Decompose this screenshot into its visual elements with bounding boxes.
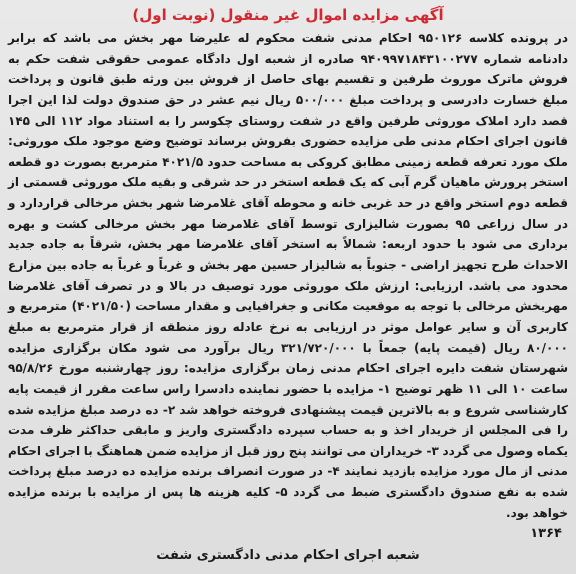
notice-footer [8, 526, 568, 566]
issuer-signature: شعبه اجرای احکام مدنی دادگستری شفت [156, 548, 420, 563]
notice-body [8, 28, 568, 523]
notice-code: ۱۳۶۴ [530, 526, 562, 541]
notice-title: آگهی مزایده اموال غیر منقول (نوبت اول) [132, 6, 444, 24]
notice-body-text: در پرونده کلاسه ۹۵۰۱۲۶ احکام مدنی شفت محکوم له علیرضا مهر بخش می باشد که برابر دادنامه شماره ۹۴۰۹۹۷۱۸۴۳۱۰۰۲۷۷ صادره از شعبه اول دادگاه عمومی حقوقی شفت حکم به فروش ماترک موروث طرفین و تقسیم بهای حاصل از فروش بین ورثه طبق قانون و پرداخت مبلغ خسارت دادرسی و پرداخت مبلغ ۵۰۰/۰۰۰ ریال نیم عشر در حق صندوق دولت لذا این اجرا قصد دارد املاک موروثی طرفین واقع در شفت روستای چکوسر را به استناد مواد ۱۱۲ الی ۱۴۵ قانون اجرای احکام مدنی طی مزایده حضوری بفروش برساند توضیح وضع موجود ملک موروثی: ملک مورد تعرفه قطعه زمینی مطابق کروکی به مساحت حدود ۴۰۲۱/۵ مترمربع بصورت دو قطعه استخر پرورش ماهیان گرم آبی که یک قطعه استخر در حد شرقی و بقیه ملک موروثی قسمتی از قطعه دوم استخر واقع در حد غربی خانه و محوطه آقای غلامرضا شهر بخش مرخالی قراردارد و در سال زراعی ۹۵ بصورت شالیزاری توسط آقای غلامرضا مهر بخش مرخالی کشت و بهره برداری می شود با حدود اربعه: شمالاً به استخر آقای غلامرضا مهر بخش، شرقاً به جاده جدید الاحداث طرح تجهیز اراضی - جنوباً به شالیزار حسین مهر بخش و غرباً و غرباً به جاده بین مزارع محدود می باشد. ارزیابی: ارزش ملک موروثی مورد توصیف در بالا و در تصرف آقای غلامرضا مهربخش مرخالی با توجه به موقعیت مکانی و جغرافیایی و مقدار مساحت (۴۰۲۱/۵۰) مترمربع و کاربری آن و سایر عوامل موثر در ارزیابی به نرخ عادله روز منطقه از قرار مترمربع به مبلغ ۸۰/۰۰۰ ریال (قیمت پایه) جمعاً با ۳۲۱/۷۲۰/۰۰۰ ریال برآورد می شود مکان برگزاری مزایده شهرستان شفت دایره اجرای احکام مدنی زمان برگزاری مزایده: روز چهارشنبه مورخ ۹۵/۸/۲۶ ساعت ۱۰ الی ۱۱ ظهر توضیح ۱- مزایده با حضور نماینده دادسرا راس ساعت مقرر از قیمت پایه کارشناسی شروع و به بالاترین قیمت پیشنهادی فروخته خواهد شد ۲- ده درصد مبلغ مزایده شده را فی المجلس از خریدار اخذ و به حساب سپرده دادگستری واریز و مابقی حداکثر ظرف مدت یکماه وصول می گردد ۳- خریداران می توانند پنج روز قبل از مزایده ضمن هماهنگ با اجرای احکام مدنی از مال مورد مزایده بازدید نمایند ۴- در صورت انصراف برنده مزایده ده درصد مبلغ پرداخت شده به نفع صندوق دادگستری ضبط می گردد ۵- کلیه هزینه ها پس از مزایده با برنده مزایده خواهد بود. [8, 31, 569, 520]
